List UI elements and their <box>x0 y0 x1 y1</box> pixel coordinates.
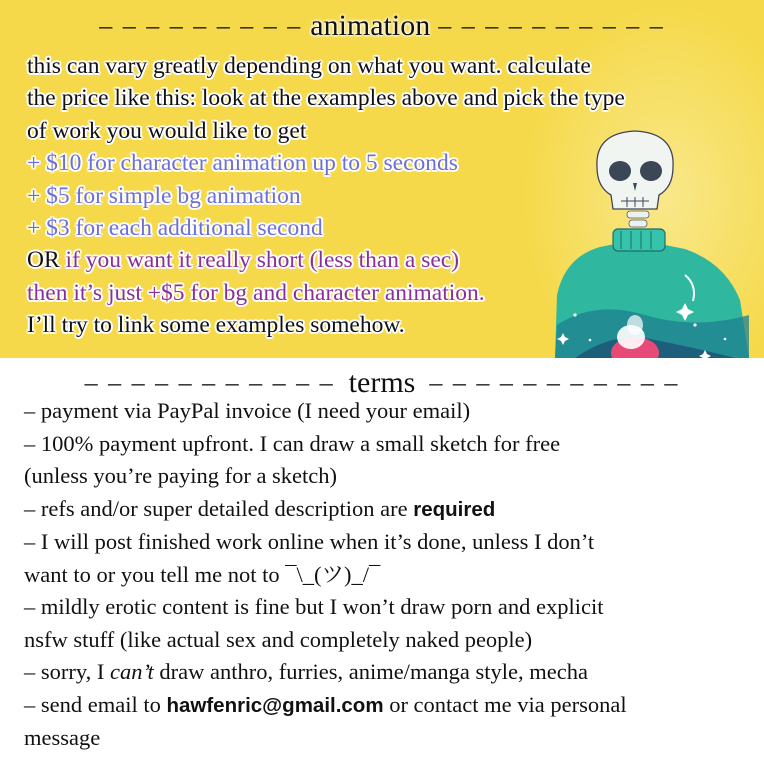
term-content-policy: – mildly erotic content is fine but I won’t draw porn and explicit <box>24 594 604 619</box>
terms-heading: terms <box>348 366 416 399</box>
animation-heading-row <box>0 6 764 46</box>
term-upfront-payment-cont: (unless you’re paying for a sketch) <box>24 463 338 488</box>
price-character-animation: + $10 for character animation up to 5 seconds <box>27 150 458 177</box>
animation-line-1: this can vary greatly depending on what you want. calculate <box>27 53 591 79</box>
heading-dashes-left: – – – – – – – – – <box>99 11 303 40</box>
term-contact-prefix: – send email to <box>24 691 167 717</box>
term-online-posting-cont: want to or you tell me not to ¯\_(ツ)_/¯ <box>24 561 381 587</box>
required-word: required <box>413 497 496 521</box>
short-option-line-2: then it’s just +$5 for bg and character animation. <box>27 279 485 306</box>
term-contact-suffix: or contact me via personal <box>383 691 627 717</box>
term-excluded-list: draw anthro, furries, anime/manga style, mecha <box>153 659 588 684</box>
price-additional-second: + $3 for each additional second <box>27 215 323 242</box>
term-refs-required <box>24 493 754 527</box>
term-refs-text: – refs and/or super detailed description are <box>24 495 414 521</box>
terms-list <box>24 395 754 755</box>
term-upfront-payment: – 100% payment upfront. I can draw a small sketch for free <box>24 430 561 456</box>
animation-heading: animation <box>310 9 431 42</box>
heading-dashes-right: – – – – – – – – – – – <box>429 368 680 397</box>
term-excluded-styles <box>24 656 754 689</box>
or-word: OR <box>27 247 60 274</box>
term-online-posting: – I will post finished work online when it’s done, unless I don’t <box>24 529 595 554</box>
animation-line-3: of work you would like to get <box>27 117 307 144</box>
animation-section <box>0 0 764 358</box>
short-option-text-1: if you want it really short (less than a sec) <box>59 247 460 274</box>
term-payment-method: – payment via PayPal invoice (I need your email) <box>24 398 471 423</box>
term-excluded-prefix: – sorry, I <box>24 659 111 684</box>
contact-email-link[interactable]: hawfenric@gmail.com <box>166 693 384 717</box>
term-contact <box>24 689 754 723</box>
animation-description <box>27 50 747 342</box>
cant-word: can’t <box>110 659 154 684</box>
term-content-policy-cont: nsfw stuff (like actual sex and completely naked people) <box>24 626 533 652</box>
animation-line-2: the price like this: look at the examples above and pick the type <box>27 85 625 112</box>
term-contact-cont: message <box>24 725 101 750</box>
heading-dashes-left: – – – – – – – – – – – <box>84 368 335 397</box>
short-option-line-1 <box>27 244 747 276</box>
price-bg-animation: + $5 for simple bg animation <box>27 182 301 209</box>
animation-closing-line: I’ll try to link some examples somehow. <box>27 312 405 339</box>
heading-dashes-right: – – – – – – – – – – <box>438 11 665 40</box>
